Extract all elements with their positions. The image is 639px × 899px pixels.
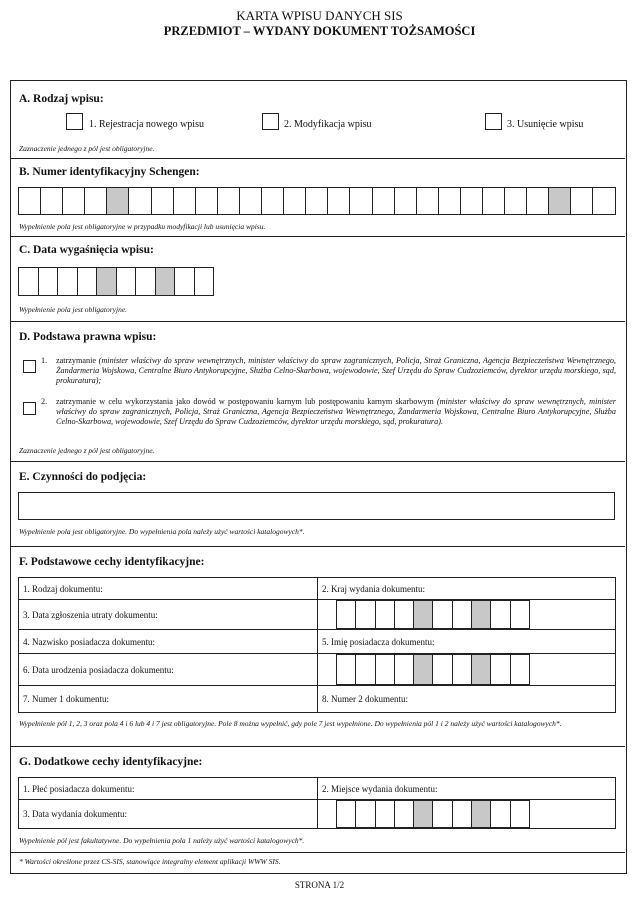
label-loss-date: 3. Data zgłoszenia utraty dokumentu:: [23, 609, 158, 620]
input-cell[interactable]: [356, 654, 375, 685]
input-cell[interactable]: [156, 267, 176, 296]
input-cell[interactable]: [328, 187, 350, 215]
field-issue-date[interactable]: [318, 800, 616, 829]
input-cell[interactable]: [472, 654, 491, 685]
legal-basis-1-lead: zatrzymanie: [56, 356, 99, 365]
label-birth-date: 6. Data urodzenia posiadacza dokumentu:: [23, 664, 174, 675]
input-cell[interactable]: [472, 800, 491, 828]
input-cell[interactable]: [395, 187, 417, 215]
section-g: [11, 747, 625, 853]
input-cell[interactable]: [356, 600, 375, 629]
input-cell[interactable]: [63, 187, 85, 215]
section-f-title: F. Podstawowe cechy identyfikacyjne:: [19, 556, 205, 568]
field-document-number-2[interactable]: [318, 686, 616, 713]
section-g-note: Wypełnienie pól jest fakultatywne. Do wypełnienia pola 1 należy użyć wartości katalogowych*.: [19, 836, 305, 845]
input-cell[interactable]: [453, 800, 472, 828]
checkbox-legal-basis-1[interactable]: [23, 360, 36, 373]
section-c: [11, 237, 625, 322]
input-cell[interactable]: [41, 187, 63, 215]
input-cell[interactable]: [58, 267, 78, 296]
input-cell[interactable]: [337, 654, 356, 685]
label-issue-place: 2. Miejsce wydania dokumentu:: [322, 783, 438, 794]
legal-basis-1-number: 1.: [41, 356, 48, 365]
legal-basis-1-authorities: (minister właściwy do spraw wewnętrznych, minister właściwy do spraw zagranicznych, Policja, Straż Graniczna, Agencja Bezpieczeństwa Wewnętrznego, Żandarmeria Wojskowa, Centralne Biuro Antykorupcyjne, Służba Celno-Skarbowa, wojewodowie, Szef Urzędu do Spraw Cudzoziemców, dyrektor urzędu morskiego, sąd, prokuratura);: [56, 356, 616, 385]
footnote: * Wartości określone przez CS-SIS, stanowiące integralny element aplikacji WWW SIS.: [19, 857, 281, 866]
section-e-title: E. Czynności do podjęcia:: [19, 471, 147, 483]
checkbox-delete-entry[interactable]: [485, 113, 502, 130]
input-cell[interactable]: [306, 187, 328, 215]
issue-date-cells[interactable]: [336, 800, 633, 828]
input-cell[interactable]: [39, 267, 59, 296]
input-cell[interactable]: [78, 267, 98, 296]
label-holder-sex: 1. Płeć posiadacza dokumentu:: [23, 783, 135, 794]
input-cell[interactable]: [571, 187, 593, 215]
form-frame: [10, 80, 627, 874]
input-cell[interactable]: [511, 600, 530, 629]
form-subtitle: PRZEDMIOT – WYDANY DOKUMENT TOŻSAMOŚCI: [163, 24, 476, 38]
section-d: [11, 322, 625, 462]
section-e-note: Wypełnienie pola jest obligatoryjne. Do wypełnienia pola należy użyć wartości katalogowych*.: [19, 527, 305, 536]
section-b-title: B. Numer identyfikacyjny Schengen:: [19, 166, 200, 178]
input-cell[interactable]: [491, 800, 510, 828]
actions-field[interactable]: [18, 492, 615, 520]
input-cell[interactable]: [136, 267, 156, 296]
label-issue-date: 3. Data wydania dokumentu:: [23, 809, 127, 819]
input-cell[interactable]: [195, 267, 215, 296]
label-delete-entry: 3. Usunięcie wpisu: [507, 119, 584, 130]
input-cell[interactable]: [337, 600, 356, 629]
input-cell[interactable]: [453, 654, 472, 685]
input-cell[interactable]: [350, 187, 372, 215]
legal-basis-1-text: [56, 356, 616, 386]
input-cell[interactable]: [107, 187, 129, 215]
input-cell[interactable]: [549, 187, 571, 215]
section-a-note: Zaznaczenie jednego z pól jest obligatoryjne.: [19, 144, 155, 153]
basic-identification-table: [18, 577, 616, 713]
input-cell[interactable]: [218, 187, 240, 215]
birth-date-cells[interactable]: [336, 654, 633, 685]
input-cell[interactable]: [414, 800, 433, 828]
section-c-title: C. Data wygaśnięcia wpisu:: [19, 244, 154, 256]
label-document-number-2: 8. Numer 2 dokumentu:: [322, 694, 408, 704]
schengen-number-field[interactable]: [18, 187, 616, 215]
input-cell[interactable]: [491, 654, 510, 685]
field-holder-firstname[interactable]: [318, 630, 616, 654]
input-cell[interactable]: [433, 600, 452, 629]
legal-basis-2-number: 2.: [41, 397, 48, 406]
expiry-date-field[interactable]: [18, 267, 214, 296]
input-cell[interactable]: [152, 187, 174, 215]
legal-basis-2-authorities: (minister właściwy do spraw wewnętrznych, minister właściwy do spraw zagranicznych, Policja, Straż Graniczna, Agencja Bezpieczeństwa Wewnętrznego, Żandarmeria Wojskowa, Centralne Biuro Antykorupcyjne, Służba Celno-Skarbowa, wojewodowie, Szef Urzędu do Spraw Cudzoziemców, dyrektor urzędu morskiego, sąd, prokuratura).: [56, 397, 616, 426]
input-cell[interactable]: [356, 800, 375, 828]
input-cell[interactable]: [511, 654, 530, 685]
input-cell[interactable]: [527, 187, 549, 215]
input-cell[interactable]: [483, 187, 505, 215]
input-cell[interactable]: [593, 187, 615, 215]
form-title: KARTA WPISU DANYCH SIS: [236, 8, 403, 23]
label-document-type: 1. Rodzaj dokumentu:: [23, 583, 103, 594]
input-cell[interactable]: [505, 187, 527, 215]
field-birth-date[interactable]: [318, 654, 616, 686]
section-a-title: A. Rodzaj wpisu:: [19, 93, 104, 105]
input-cell[interactable]: [373, 187, 395, 215]
field-document-number-1[interactable]: [19, 686, 318, 713]
field-holder-surname[interactable]: [19, 630, 318, 654]
input-cell[interactable]: [453, 600, 472, 629]
field-loss-date[interactable]: [318, 600, 616, 630]
input-cell[interactable]: [117, 267, 137, 296]
input-cell[interactable]: [376, 800, 395, 828]
section-g-title: G. Dodatkowe cechy identyfikacyjne:: [19, 756, 203, 768]
checkbox-legal-basis-2[interactable]: [23, 402, 36, 415]
input-cell[interactable]: [262, 187, 284, 215]
section-d-title: D. Podstawa prawna wpisu:: [19, 331, 157, 343]
label-modify-entry: 2. Modyfikacja wpisu: [284, 119, 372, 130]
input-cell[interactable]: [85, 187, 107, 215]
label-cell-issue-date: [19, 800, 318, 829]
input-cell[interactable]: [491, 600, 510, 629]
label-cell-loss-date: [19, 600, 318, 630]
input-cell[interactable]: [414, 600, 433, 629]
input-cell[interactable]: [284, 187, 306, 215]
input-cell[interactable]: [472, 600, 491, 629]
input-cell[interactable]: [174, 187, 196, 215]
input-cell[interactable]: [376, 600, 395, 629]
section-f-note: Wypełnienie pól 1, 2, 3 oraz pola 4 i 6 lub 4 i 7 jest obligatoryjne. Pole 8 można wypełnić, gdy pole 7 jest wypełnione. Do wypełnienia pól 1 i 2 należy użyć wartości katalogowych*.: [19, 719, 562, 728]
checkbox-new-entry[interactable]: [66, 113, 83, 130]
input-cell[interactable]: [19, 267, 39, 296]
input-cell[interactable]: [337, 800, 356, 828]
section-b-note: Wypełnienie pola jest obligatoryjne w przypadku modyfikacji lub usunięcia wpisu.: [19, 222, 266, 231]
label-holder-surname: 4. Nazwisko posiadacza dokumentu:: [23, 636, 155, 647]
label-holder-firstname: 5. Imię posiadacza dokumentu:: [322, 636, 435, 647]
label-issuing-country: 2. Kraj wydania dokumentu:: [322, 583, 425, 594]
input-cell[interactable]: [433, 800, 452, 828]
input-cell[interactable]: [439, 187, 461, 215]
input-cell[interactable]: [414, 654, 433, 685]
field-issue-place[interactable]: [318, 778, 616, 800]
section-b: [11, 159, 625, 237]
input-cell[interactable]: [175, 267, 195, 296]
field-holder-sex[interactable]: [19, 778, 318, 800]
section-a: [11, 81, 625, 159]
input-cell[interactable]: [433, 654, 452, 685]
input-cell[interactable]: [129, 187, 151, 215]
section-e: [11, 462, 625, 547]
field-issuing-country[interactable]: [318, 578, 616, 600]
input-cell[interactable]: [196, 187, 218, 215]
legal-basis-2-lead: zatrzymanie w celu wykorzystania jako dowód w postępowaniu karnym lub postępowaniu karnym skarbowym: [56, 397, 437, 406]
legal-basis-2-text: [56, 397, 616, 427]
input-cell[interactable]: [511, 800, 530, 828]
section-c-note: Wypełnienie pola jest obligatoryjne.: [19, 305, 128, 314]
field-document-type[interactable]: [19, 578, 318, 600]
input-cell[interactable]: [19, 187, 41, 215]
loss-date-cells[interactable]: [336, 600, 633, 629]
input-cell[interactable]: [395, 654, 414, 685]
section-f: [11, 547, 625, 747]
additional-identification-table: [18, 777, 616, 829]
label-new-entry: 1. Rejestracja nowego wpisu: [89, 119, 204, 130]
page-number: STRONA 1/2: [294, 880, 345, 890]
checkbox-modify-entry[interactable]: [262, 113, 279, 130]
input-cell[interactable]: [97, 267, 117, 296]
input-cell[interactable]: [417, 187, 439, 215]
input-cell[interactable]: [461, 187, 483, 215]
label-cell-birth-date: [19, 654, 318, 686]
input-cell[interactable]: [376, 654, 395, 685]
section-d-note: Zaznaczenie jednego z pól jest obligatoryjne.: [19, 446, 155, 455]
input-cell[interactable]: [395, 600, 414, 629]
input-cell[interactable]: [240, 187, 262, 215]
input-cell[interactable]: [395, 800, 414, 828]
label-document-number-1: 7. Numer 1 dokumentu:: [23, 694, 109, 704]
